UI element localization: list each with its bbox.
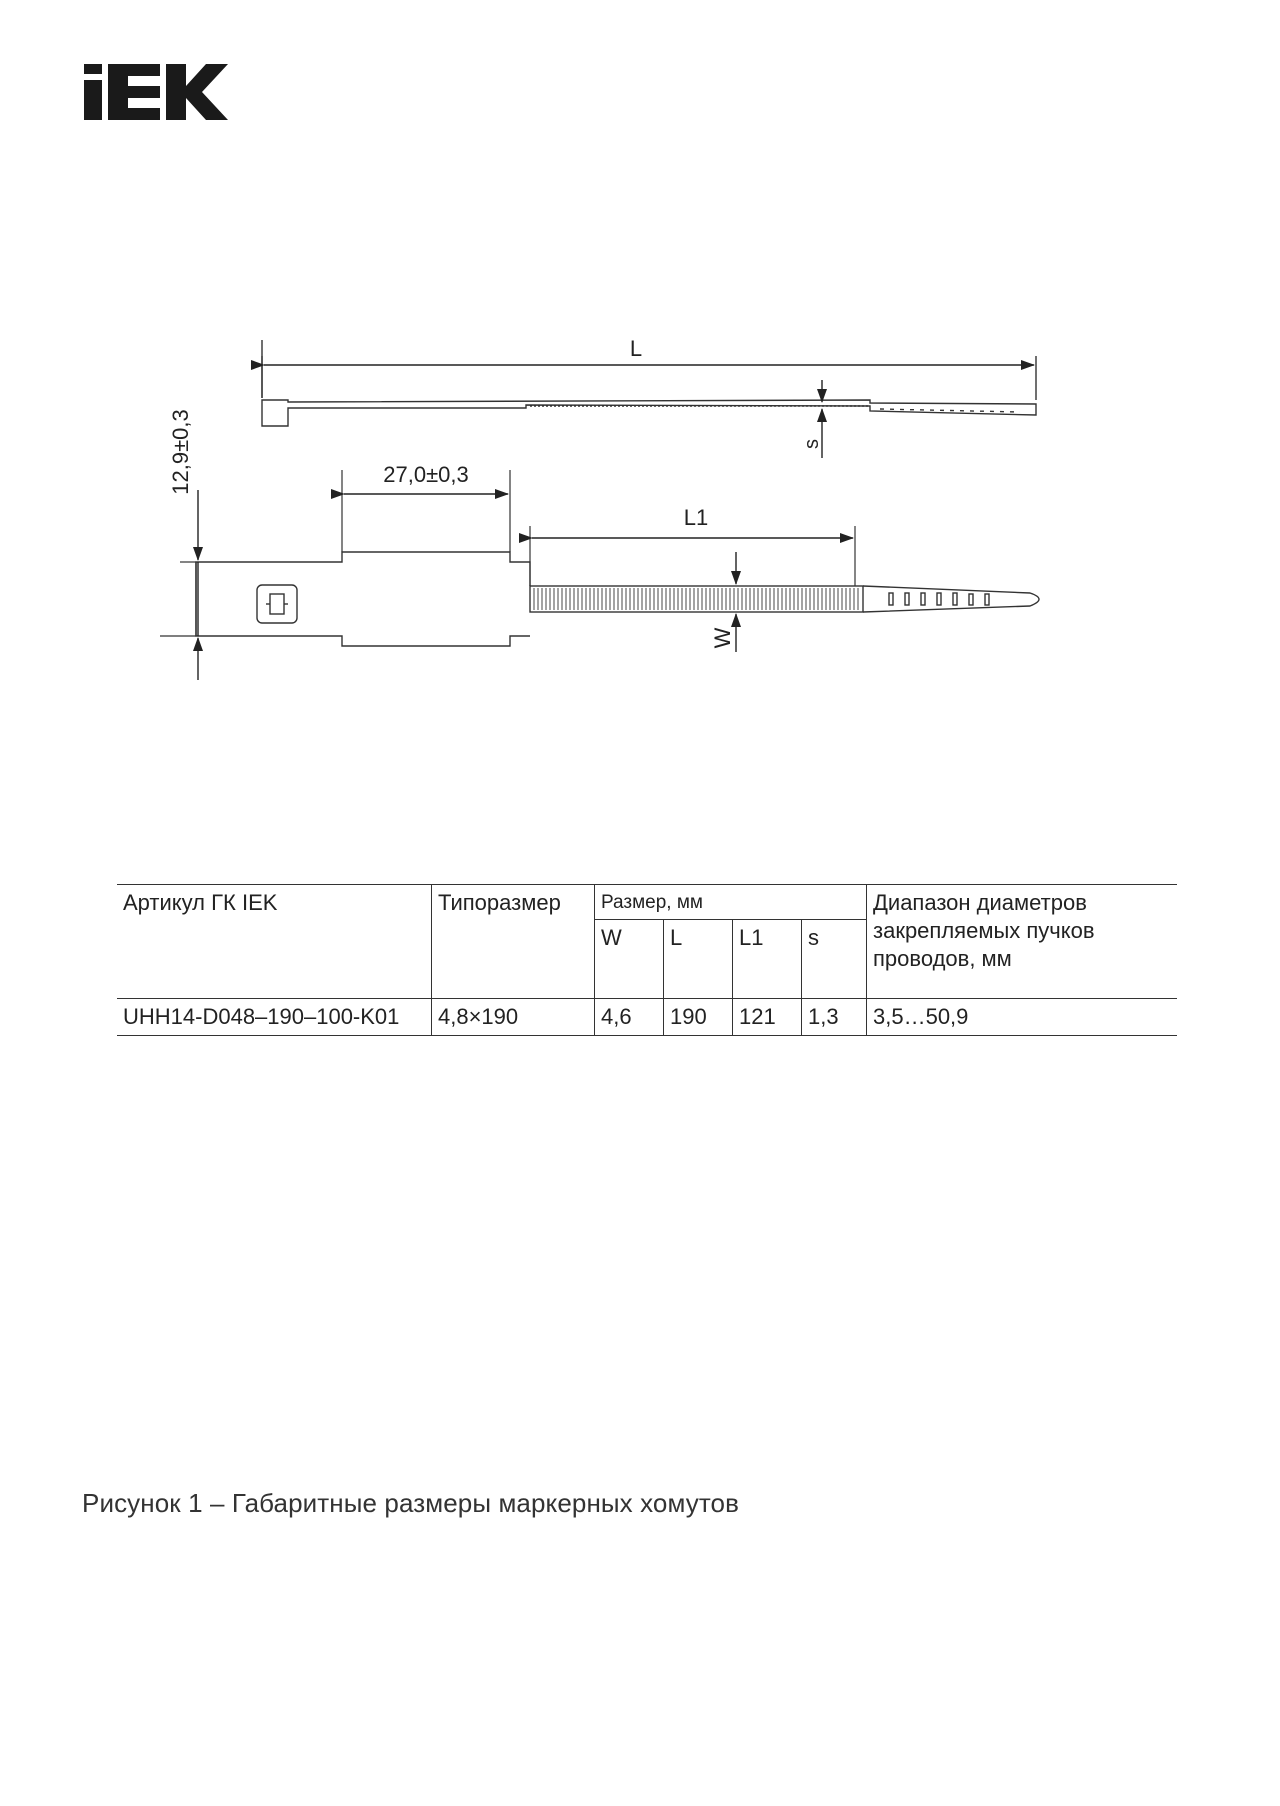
header-type-size: Типоразмер: [432, 885, 595, 999]
cell-w: 4,6: [595, 999, 664, 1036]
cell-article: UHH14-D048–190–100-K01: [117, 999, 432, 1036]
dim-head-height-label: 12,9±0,3: [168, 409, 193, 495]
cell-l: 190: [664, 999, 733, 1036]
header-l1: L1: [733, 920, 802, 999]
header-size-group: Размер, мм: [595, 885, 867, 920]
cell-range: 3,5…50,9: [867, 999, 1178, 1036]
side-view: [262, 340, 1036, 426]
header-article: Артикул ГК IEK: [117, 885, 432, 999]
cable-tie-drawing: [0, 340, 1280, 790]
table-header-row: [117, 885, 1177, 920]
cell-l1: 121: [733, 999, 802, 1036]
dim-head-length-label: 27,0±0,3: [383, 462, 469, 487]
tail-slots: [889, 593, 989, 605]
dim-W-label: W: [710, 627, 735, 649]
dim-s-label: s: [801, 439, 823, 449]
dim-L1-label: L1: [683, 505, 709, 530]
header-s: s: [802, 920, 867, 999]
figure-caption: Рисунок 1 – Габаритные размеры маркерных хомутов: [82, 1488, 740, 1518]
header-range: Диапазон диаметров закрепляемых пучков проводов, мм: [867, 885, 1178, 999]
cell-s: 1,3: [802, 999, 867, 1036]
header-w: W: [595, 920, 664, 999]
dim-L-label: L: [629, 340, 643, 361]
header-l: L: [664, 920, 733, 999]
spec-table: [117, 884, 1177, 1036]
iek-logo: [84, 64, 228, 120]
cell-type-size: 4,8×190: [432, 999, 595, 1036]
table-row: [117, 999, 1177, 1036]
